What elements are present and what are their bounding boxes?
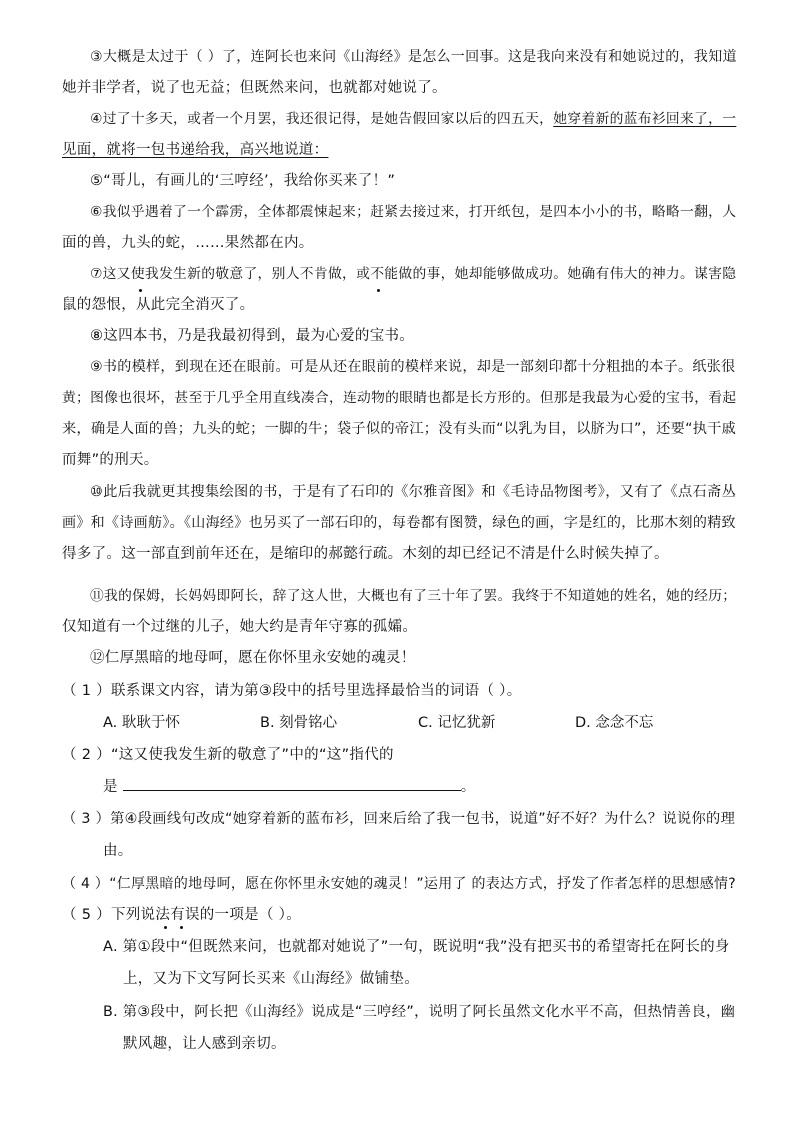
question-5-option-b-line-1: B. 第③段中，阿长把《山海经》说成是“三哼经”，说明了阿长虽然文化水平不高，但热情善良，幽 bbox=[103, 1004, 736, 1020]
question-4: （ 4 ）“仁厚黑暗的地母呵，愿在你怀里永安她的魂灵！”运用了 的表达方式，抒发了作者怎样的思想感情? bbox=[62, 876, 737, 892]
question-1-option-d[interactable]: D. 念念不忘 bbox=[575, 715, 654, 731]
question-3-line-1: （ 3 ）第④段画线句改成“她穿着新的蓝布衫，回来后给了我一包书，说道”好不好？为什么？说说你的理 bbox=[62, 811, 736, 827]
question-5-option-a-line-1: A. 第①段中“但既然来问，也就都对她说了”一句，既说明“我”没有把买书的希望寄托在阿长的身 bbox=[103, 939, 730, 955]
emphasis-dot bbox=[164, 926, 167, 929]
para-4-line-2 bbox=[62, 139, 328, 161]
question-1-option-a[interactable]: A. 耿耿于怀 bbox=[103, 715, 180, 731]
para-6-line-2: 面的兽，九头的蛇，……果然都在内。 bbox=[62, 235, 314, 251]
para-9-line-1: ⑨书的模样，到现在还在眼前。可是从还在眼前的模样来说，却是一部刻印都十分粗拙的本子。纸张很 bbox=[90, 359, 736, 375]
para-3-line-2: 她并非学者，说了也无益；但既然来问，也就都对她说了。 bbox=[62, 80, 447, 96]
question-2-answer-line bbox=[103, 776, 476, 798]
para-9-line-4: 而舞”的刑天。 bbox=[62, 452, 159, 468]
para-4-underlined-sentence-part-2: 见面，就将一包书递给我， bbox=[62, 142, 240, 158]
para-10-line-2: 画》和《诗画舫》。《山海经》也另买了一部石印的，每卷都有图赞，绿色的画，字是红的，比那木刻的精致 bbox=[62, 515, 736, 531]
para-4-line-1 bbox=[90, 108, 736, 130]
question-2-answer-period: 。 bbox=[460, 779, 476, 795]
para-9-line-3: 来，确是人面的兽；九头的蛇；一脚的牛；袋子似的帝江；没有头而“以乳为目，以脐为口”，还要“执干戚 bbox=[62, 421, 737, 437]
para-7-line-2: 鼠的怨恨，从此完全消灭了。 bbox=[62, 297, 255, 313]
para-7-line-1: ⑦这又使我发生新的敬意了，别人不肯做，或不能做的事，她却能够做成功。她确有伟大的神力。谋害隐 bbox=[90, 266, 737, 282]
para-4-underlined-sentence-part-1: 她穿着新的蓝布衫回来了，一 bbox=[553, 111, 737, 127]
para-10-line-1: ⑩此后我就更其搜集绘图的书，于是有了石印的《尔雅音图》和《毛诗品物图考》，又有了《点石斋丛 bbox=[90, 484, 737, 500]
question-1: （ 1 ）联系课文内容，请为第③段中的括号里选择最恰当的词语（ ）。 bbox=[62, 683, 522, 699]
question-3-line-2: 由。 bbox=[103, 843, 133, 859]
question-5: （ 5 ）下列说法有误的一项是（ ）。 bbox=[62, 907, 302, 923]
para-10-line-3: 得多了。这一部直到前年还在，是缩印的郝懿行疏。木刻的却已经记不清是什么时候失掉了。 bbox=[62, 546, 669, 562]
question-1-option-b[interactable]: B. 刻骨铭心 bbox=[260, 715, 338, 731]
question-5-option-a-line-2: 上，又为下文写阿长买来《山海经》做铺垫。 bbox=[123, 971, 419, 987]
para-5: ⑤“哥儿，有画儿的‘三哼经’，我给你买来了！” bbox=[90, 173, 396, 189]
para-11-line-1: ⑪我的保姆，长妈妈即阿长，辞了这人世，大概也有了三十年了罢。我终于不知道她的姓名，她的经历； bbox=[90, 588, 737, 604]
para-12: ⑫仁厚黑暗的地母呵，愿在你怀里永安她的魂灵！ bbox=[90, 650, 416, 666]
question-2-answer-prefix: 是 bbox=[103, 779, 118, 795]
para-3-line-1: ③大概是太过于（ ）了，连阿长也来问《山海经》是怎么一回事。这是我向来没有和她说过的，我知道 bbox=[90, 49, 737, 65]
question-1-option-c[interactable]: C. 记忆犹新 bbox=[418, 715, 496, 731]
emphasis-dot bbox=[377, 289, 380, 292]
question-2-answer-blank[interactable] bbox=[123, 776, 461, 791]
para-9-line-2: 黄；图像也很坏，甚至于几乎全用直线凑合，连动物的眼睛也都是长方形的。但那是我最为心爱的宝书，看起 bbox=[62, 390, 737, 406]
para-6-line-1: ⑥我似乎遇着了一个霹雳，全体都震悚起来；赶紧去接过来，打开纸包，是四本小小的书，略略一翻，人 bbox=[90, 204, 737, 220]
question-2: （ 2 ）“这又使我发生新的敬意了”中的“这”指代的 bbox=[62, 747, 394, 763]
emphasis-dot bbox=[180, 926, 183, 929]
para-8: ⑧这四本书，乃是我最初得到，最为心爱的宝书。 bbox=[90, 328, 415, 344]
para-11-line-2: 仅知道有一个过继的儿子，她大约是青年守寡的孤孀。 bbox=[62, 619, 418, 635]
emphasis-dot bbox=[139, 289, 142, 292]
para-4-underlined-sentence-part-3: 高兴地说道： bbox=[239, 142, 329, 158]
question-5-option-b-line-2: 默风趣，让人感到亲切。 bbox=[123, 1036, 286, 1052]
para-4-text: ④过了十多天，或者一个月罢，我还很记得，是她告假回家以后的四五天， bbox=[90, 111, 554, 127]
